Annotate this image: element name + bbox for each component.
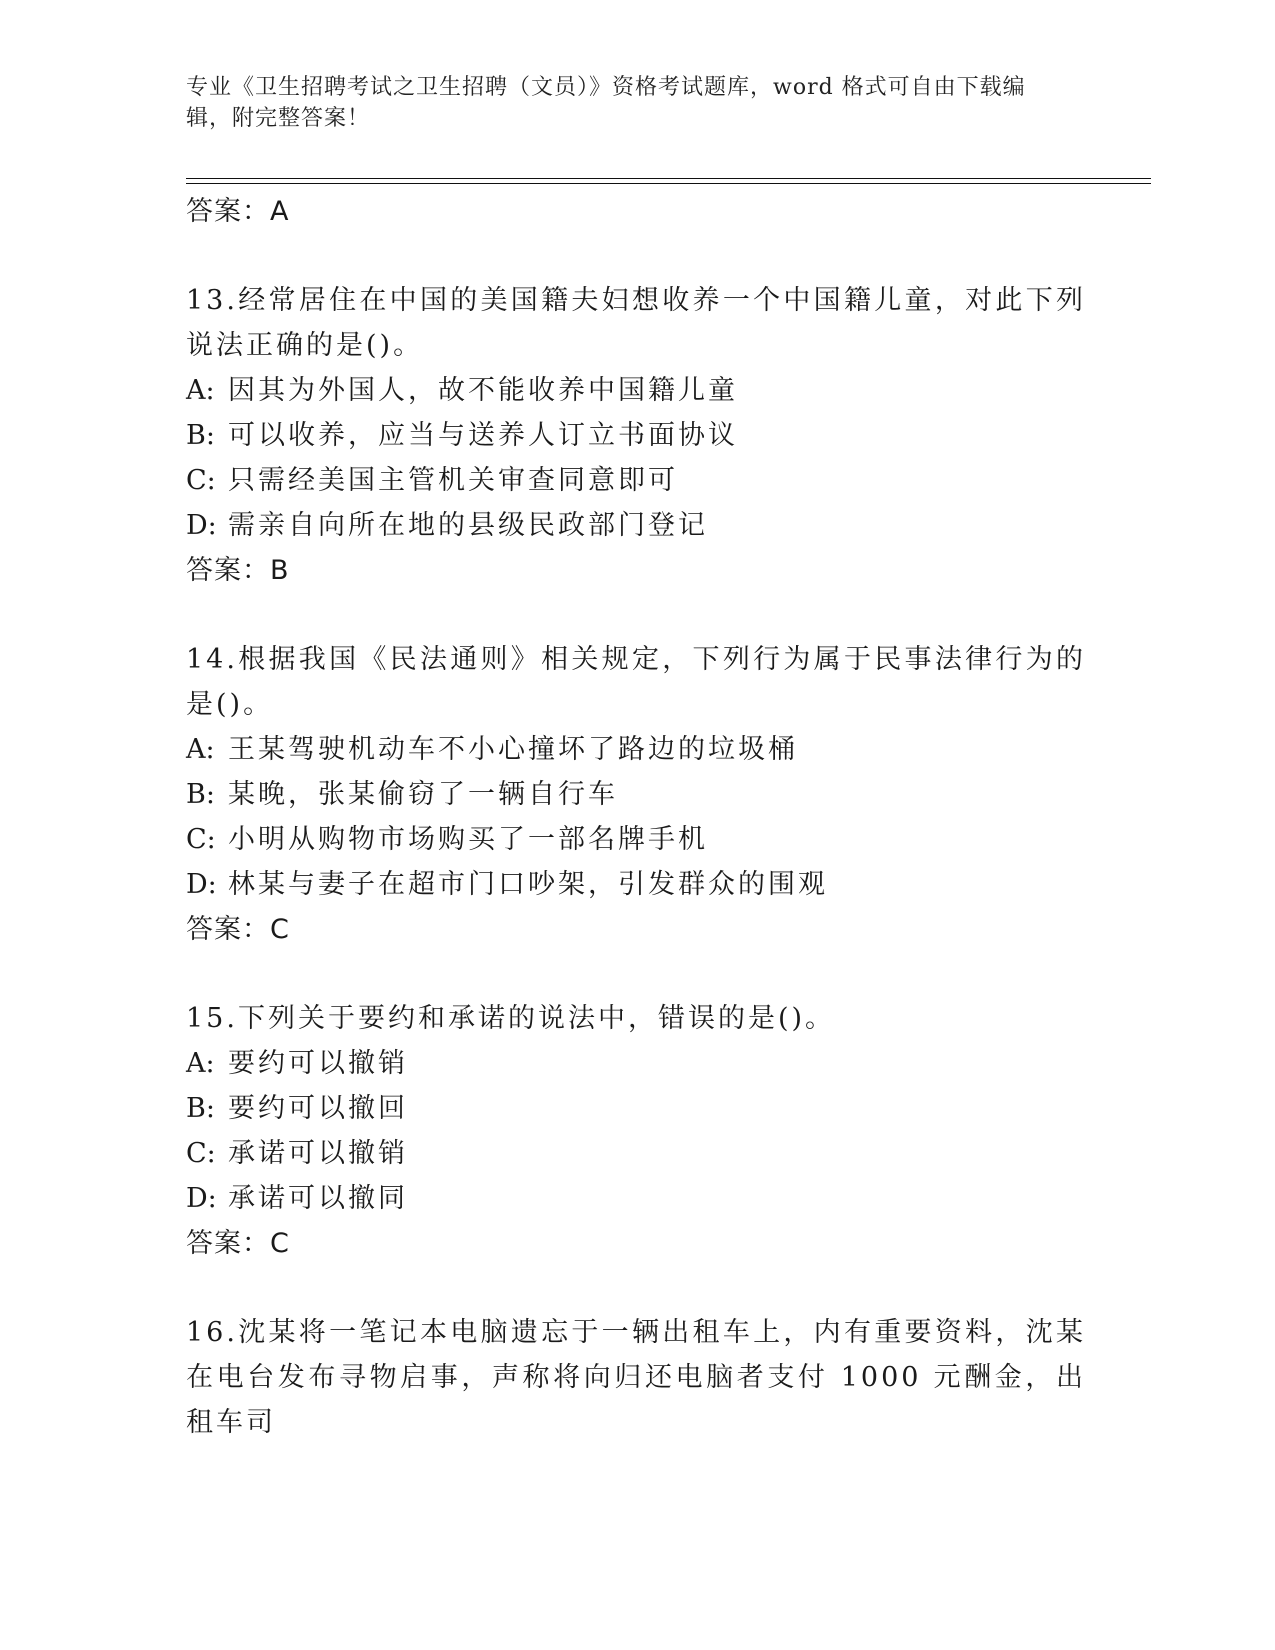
option-letter: A: <box>186 375 215 406</box>
option-text: 某晚，张某偷窃了一辆自行车 <box>228 779 618 810</box>
option-letter: C: <box>186 1138 216 1169</box>
question-list <box>186 189 1086 1445</box>
question-16 <box>186 1310 1086 1445</box>
option-text: 林某与妻子在超市门口吵架，引发群众的围观 <box>228 869 828 900</box>
option-text: 王某驾驶机动车不小心撞坏了路边的垃圾桶 <box>228 734 798 765</box>
option-letter: C: <box>186 465 216 496</box>
option-d <box>186 1176 1086 1221</box>
option-letter: A: <box>186 734 215 765</box>
answer-line: 答案：C <box>186 1228 290 1259</box>
document-header: 专业《卫生招聘考试之卫生招聘（文员）》资格考试题库，word 格式可自由下载编辑，附完整答案！ <box>186 75 1026 131</box>
question-stem: 16.沈某将一笔记本电脑遗忘于一辆出租车上，内有重要资料，沈某在电台发布寻物启事，声称将向归还电脑者支付 1000 元酬金，出租车司 <box>186 1317 1086 1438</box>
option-a <box>186 368 1086 413</box>
option-d <box>186 503 1086 548</box>
option-c <box>186 1131 1086 1176</box>
option-text: 可以收养，应当与送养人订立书面协议 <box>228 420 738 451</box>
option-text: 因其为外国人，故不能收养中国籍儿童 <box>228 375 738 406</box>
option-text: 小明从购物市场购买了一部名牌手机 <box>228 824 708 855</box>
option-c <box>186 817 1086 862</box>
answer-line: 答案：B <box>186 555 290 586</box>
option-letter: B: <box>186 420 215 451</box>
header-rule-bottom <box>186 183 1151 184</box>
option-text: 需亲自向所在地的县级民政部门登记 <box>228 510 708 541</box>
option-b <box>186 413 1086 458</box>
spacer <box>186 593 1086 637</box>
header-rule-top <box>186 178 1151 179</box>
option-a <box>186 727 1086 772</box>
question-stem: 13.经常居住在中国的美国籍夫妇想收养一个中国籍儿童，对此下列说法正确的是()。 <box>186 285 1086 361</box>
option-text: 承诺可以撤同 <box>228 1183 408 1214</box>
question-15 <box>186 996 1086 1266</box>
option-text: 承诺可以撤销 <box>228 1138 408 1169</box>
option-d <box>186 862 1086 907</box>
spacer <box>186 952 1086 996</box>
option-letter: C: <box>186 824 216 855</box>
option-letter: D: <box>186 869 217 900</box>
answer-line: 答案：A <box>186 196 290 227</box>
option-text: 要约可以撤回 <box>228 1093 408 1124</box>
option-letter: B: <box>186 1093 215 1124</box>
option-a <box>186 1041 1086 1086</box>
question-14 <box>186 637 1086 952</box>
option-letter: D: <box>186 1183 217 1214</box>
question-stem: 14.根据我国《民法通则》相关规定，下列行为属于民事法律行为的是()。 <box>186 644 1086 720</box>
option-letter: D: <box>186 510 217 541</box>
option-letter: B: <box>186 779 215 810</box>
option-text: 只需经美国主管机关审查同意即可 <box>228 465 678 496</box>
spacer <box>186 1266 1086 1310</box>
spacer <box>186 234 1086 278</box>
option-c <box>186 458 1086 503</box>
answer-line: 答案：C <box>186 914 290 945</box>
question-13 <box>186 278 1086 593</box>
option-b <box>186 772 1086 817</box>
question-stem: 15.下列关于要约和承诺的说法中，错误的是()。 <box>186 1003 836 1034</box>
option-b <box>186 1086 1086 1131</box>
option-text: 要约可以撤销 <box>228 1048 408 1079</box>
option-letter: A: <box>186 1048 215 1079</box>
